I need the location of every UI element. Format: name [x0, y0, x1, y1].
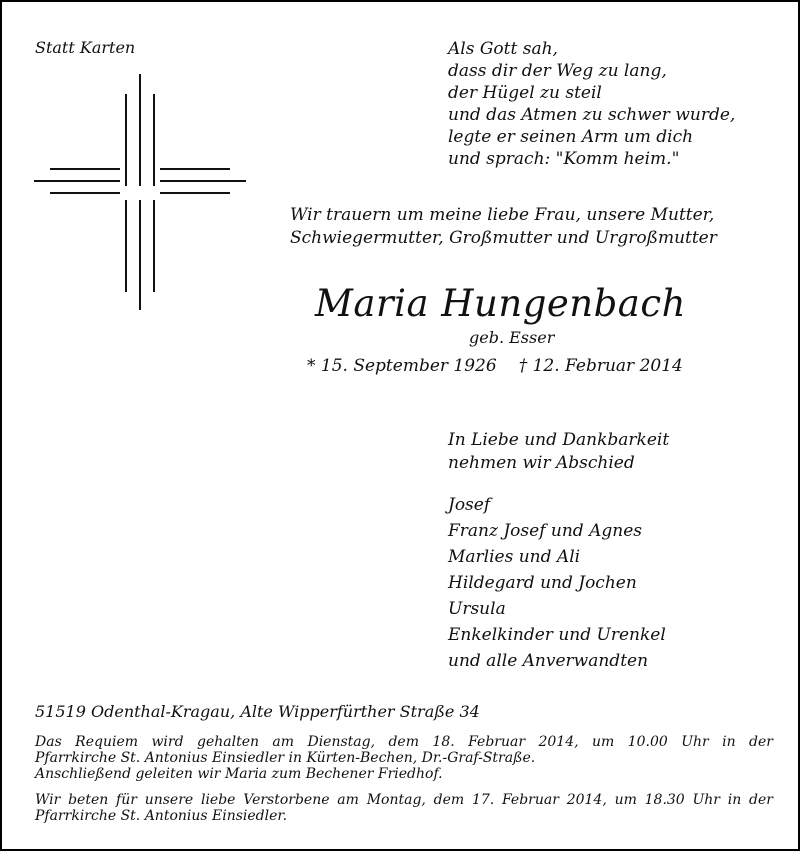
deceased-name: Maria Hungenbach	[315, 282, 686, 325]
prayer-info	[35, 792, 773, 824]
family-member: und alle Anverwandten	[448, 651, 649, 671]
life-dates	[307, 356, 683, 376]
farewell-text	[448, 429, 669, 475]
family-member: Franz Josef und Agnes	[448, 521, 642, 541]
statt-karten-label: Statt Karten	[35, 38, 136, 57]
family-list	[448, 492, 666, 674]
family-member: Ursula	[448, 599, 506, 619]
farewell-line: In Liebe und Dankbarkeit	[448, 430, 670, 450]
poem-line: Als Gott sah,	[448, 39, 558, 59]
poem-line: legte er seinen Arm um dich	[448, 127, 694, 147]
poem-line: der Hügel zu steil	[448, 83, 602, 103]
mourning-line: Wir trauern um meine liebe Frau, unsere Mutter,	[290, 205, 715, 225]
prayer-line: Wir beten für unsere liebe Verstorbene am Montag, dem 17. Februar 2014, um 18.30 Uhr in der	[35, 792, 773, 808]
poem	[448, 38, 735, 170]
cross-icon	[32, 74, 248, 310]
family-member: Enkelkinder und Urenkel	[448, 625, 666, 645]
birth-date: * 15. September 1926	[307, 356, 497, 376]
death-date: † 12. Februar 2014	[518, 356, 683, 376]
maiden-name: geb. Esser	[469, 328, 555, 347]
mourning-line: Schwiegermutter, Großmutter und Urgroßmutter	[290, 228, 717, 248]
family-member: Marlies und Ali	[448, 547, 581, 567]
requiem-line: Pfarrkirche St. Antonius Einsiedler in Kürten-Bechen, Dr.-Graf-Straße.	[35, 750, 536, 766]
poem-line: und das Atmen zu schwer wurde,	[448, 105, 736, 125]
requiem-line: Das Requiem wird gehalten am Dienstag, dem 18. Februar 2014, um 10.00 Uhr in der	[35, 734, 773, 750]
farewell-line: nehmen wir Abschied	[448, 453, 635, 473]
requiem-line: Anschließend geleiten wir Maria zum Bechener Friedhof.	[35, 766, 443, 782]
poem-line: und sprach: "Komm heim."	[448, 149, 680, 169]
requiem-info	[35, 734, 773, 782]
address: 51519 Odenthal-Kragau, Alte Wipperfürther Straße 34	[35, 702, 480, 721]
prayer-line: Pfarrkirche St. Antonius Einsiedler.	[35, 808, 288, 824]
family-member: Josef	[448, 495, 491, 515]
family-member: Hildegard und Jochen	[448, 573, 637, 593]
mourning-text	[290, 204, 717, 250]
poem-line: dass dir der Weg zu lang,	[448, 61, 667, 81]
